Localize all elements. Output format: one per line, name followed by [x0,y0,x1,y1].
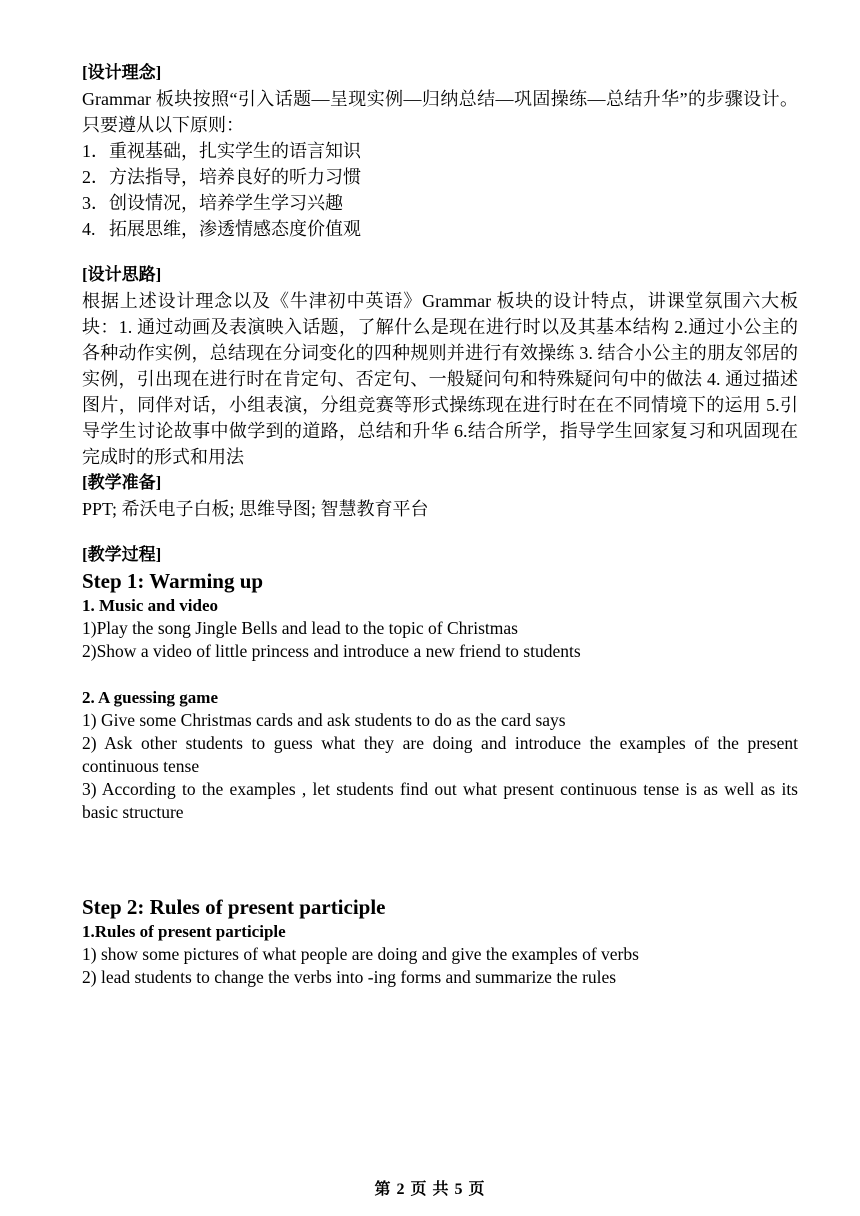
spacer [82,522,798,542]
document-page [82,60,798,989]
step1-part1-title: 1. Music and video [82,596,219,615]
page-footer: 第 2 页 共 5 页 [374,1181,486,1198]
design-idea-text: 根据上述设计理念以及《牛津初中英语》Grammar 板块的设计特点，讲课堂氛围六大板块：1. 通过动画及表演映入话题，了解什么是现在进行时以及其基本结构 2.通过小公主的各种动作实例，总结现在分词变化的四种规则并进行有效操练 3. 结合小公主的朋友邻居的实例，引出现在进行时在肯定句、否定句、一般疑问句和特殊疑问句中的做法 4. 通过描述图片，同伴对话，小组表演，分组竞赛等形式操练现在进行时在在不同情境下的运用 5.引导学生讨论故事中做学到的道路，总结和升华 6.结合所学，指导学生回家复习和巩固现在完成时的形式和用法 [82,291,798,467]
spacer [82,242,798,262]
step2-part1-item-1: 1) show some pictures of what people are doing and give the examples of verbs [82,944,639,964]
step1-title: Step 1: Warming up [82,569,264,593]
principle-4: 4. 拓展思维，渗透情感态度价值观 [82,219,361,239]
step2-title: Step 2: Rules of present participle [82,895,386,919]
step1-part1-item-1: 1)Play the song Jingle Bells and lead to the topic of Christmas [82,618,518,638]
design-idea-heading: [设计思路] [82,265,162,284]
teaching-process-heading: [教学过程] [82,545,162,564]
teaching-prep-text: PPT; 希沃电子白板; 思维导图; 智慧教育平台 [82,499,429,519]
principle-1: 1．重视基础，扎实学生的语言知识 [82,141,361,161]
design-concept-heading: [设计理念] [82,63,162,82]
step1-part2-item-1: 1) Give some Christmas cards and ask students to do as the card says [82,710,566,730]
design-concept-intro: Grammar 板块按照“引入话题—呈现实例—归纳总结—巩固操练—总结升华”的步骤设计。只要遵从以下原则： [82,89,798,135]
step1-part2-item-3: 3) According to the examples , let students find out what present continuous tense is as well as its basic structure [82,779,798,822]
spacer [82,824,798,894]
principle-3: 3．创设情况，培养学生学习兴趣 [82,193,343,213]
step1-part2-title: 2. A guessing game [82,688,219,707]
step2-part1-title: 1.Rules of present participle [82,922,286,941]
principle-2: 2．方法指导，培养良好的听力习惯 [82,167,361,187]
step1-part1-item-2: 2)Show a video of little princess and introduce a new friend to students [82,641,581,661]
step1-part2-item-2: 2) Ask other students to guess what they are doing and introduce the examples of the present continuous tense [82,733,798,776]
step2-part1-item-2: 2) lead students to change the verbs into -ing forms and summarize the rules [82,967,617,987]
teaching-prep-heading: [教学准备] [82,473,162,492]
spacer [82,663,798,687]
